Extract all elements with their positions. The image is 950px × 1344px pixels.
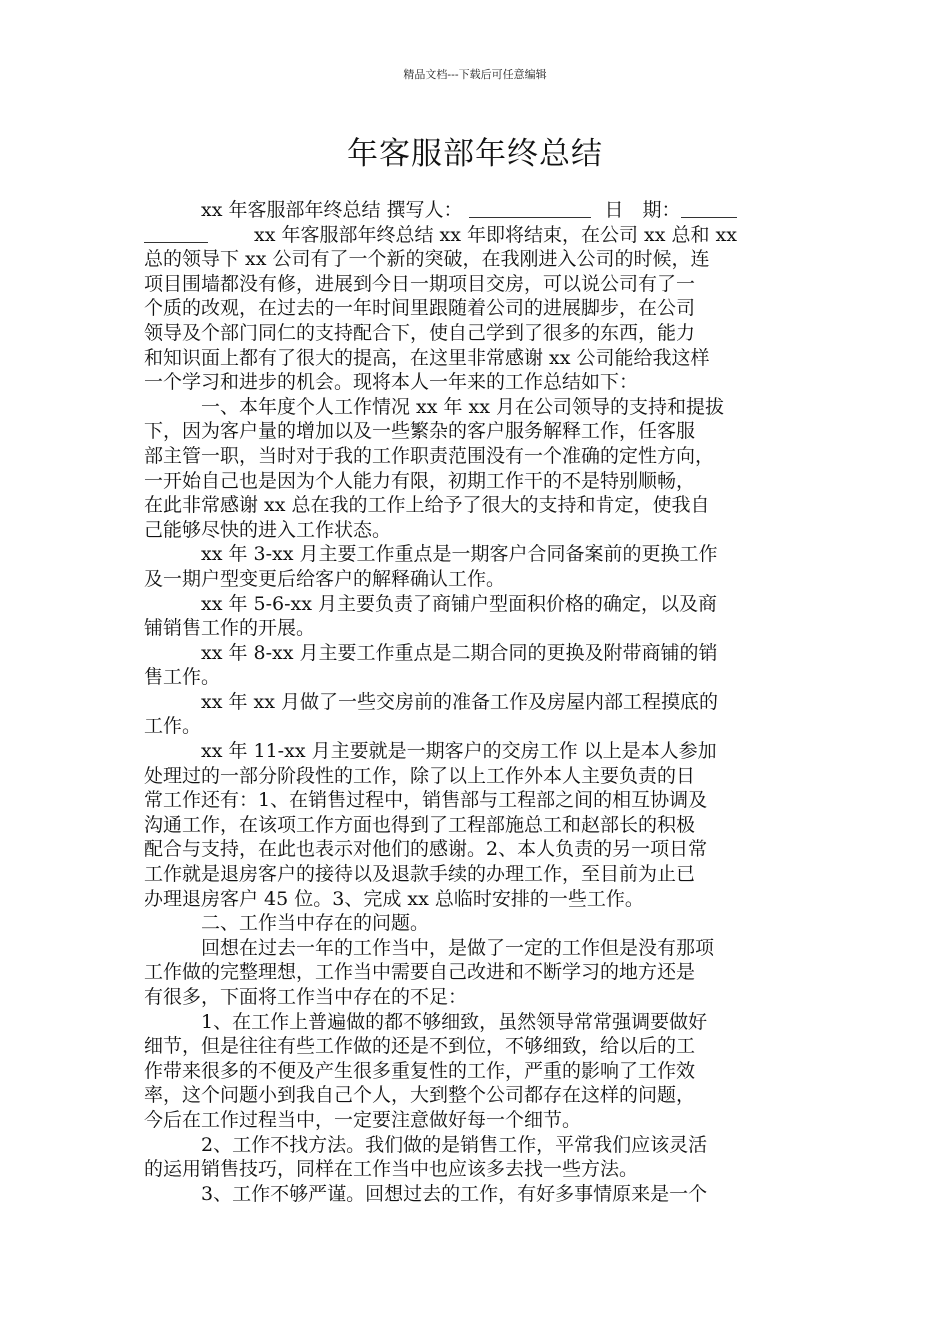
text-line: 在此非常感谢 xx 总在我的工作上给予了很大的支持和肯定，使我自 xyxy=(144,494,710,517)
section-heading: 一、本年度个人工作情况 xx 年 xx 月在公司领导的支持和提拔 xyxy=(201,395,725,418)
text-line: 项目围墙都没有修，进展到今日一期项目交房，可以说公司有了一 xyxy=(144,272,696,295)
intro-line xyxy=(144,223,807,248)
document-title: 年客服部年终总结 xyxy=(347,136,603,172)
author-blank xyxy=(469,199,591,218)
paragraph-start: 回想在过去一年的工作当中，是做了一定的工作但是没有那项 xyxy=(201,936,715,959)
paragraph-start: xx 年 5-6-xx 月主要负责了商铺户型面积价格的确定，以及商 xyxy=(201,592,717,615)
date-label: 日 期： xyxy=(604,199,681,221)
text-line: 一个学习和进步的机会。现将本人一年来的工作总结如下： xyxy=(144,371,639,394)
text-line: 一开始自己也是因为个人能力有限，初期工作干的不是特别顺畅， xyxy=(144,469,696,492)
paragraph-start: xx 年 xx 月做了一些交房前的准备工作及房屋内部工程摸底的 xyxy=(201,690,718,713)
text-line: 细节，但是往往有些工作做的还是不到位，不够细致，给以后的工 xyxy=(144,1035,696,1058)
text-line: 常工作还有：1、在销售过程中，销售部与工程部之间的相互协调及 xyxy=(144,789,708,812)
paragraph-start: 3、工作不够严谨。回想过去的工作，有好多事情原来是一个 xyxy=(201,1182,708,1205)
text-line: 总的领导下 xx 公司有了一个新的突破，在我刚进入公司的时候，连 xyxy=(144,248,710,271)
text-line: 领导及个部门同仁的支持配合下，使自己学到了很多的东西，能力 xyxy=(144,321,696,344)
header-note: 精品文档---下载后可任意编辑 xyxy=(403,68,547,81)
paragraph-start: 1、在工作上普遍做的都不够细致，虽然领导常常强调要做好 xyxy=(201,1010,708,1033)
text-line: 的运用销售技巧，同样在工作当中也应该多去找一些方法。 xyxy=(144,1158,639,1181)
text-line: 售工作。 xyxy=(144,666,221,689)
date-blank-continued xyxy=(144,224,208,243)
text-line: 沟通工作，在该项工作方面也得到了工程部施总工和赵部长的积极 xyxy=(144,813,696,836)
text-line: 今后在工作过程当中，一定要注意做好每一个细节。 xyxy=(144,1108,582,1131)
text-line: 下，因为客户量的增加以及一些繁杂的客户服务解释工作，任客服 xyxy=(144,420,696,443)
text-line: 及一期户型变更后给客户的解释确认工作。 xyxy=(144,567,506,590)
intro-start: xx 年客服部年终总结 xx 年即将结束，在公司 xx 总和 xx xyxy=(254,223,737,246)
text-line: 处理过的一部分阶段性的工作，除了以上工作外本人主要负责的日 xyxy=(144,764,696,787)
paragraph-start: xx 年 3-xx 月主要工作重点是一期客户合同备案前的更换工作 xyxy=(201,543,718,566)
date-blank xyxy=(681,199,737,218)
paragraph-start: xx 年 11-xx 月主要就是一期客户的交房工作 以上是本人参加 xyxy=(201,740,717,763)
section-heading: 二、工作当中存在的问题。 xyxy=(201,912,430,935)
text-line: 有很多，下面将工作当中存在的不足： xyxy=(144,986,468,1008)
meta-prefix: xx 年客服部年终总结 撰写人： xyxy=(201,199,463,221)
document-body xyxy=(144,198,807,1206)
text-line: 办理退房客户 45 位。3、完成 xx 总临时安排的一些工作。 xyxy=(144,887,644,910)
text-line: 铺销售工作的开展。 xyxy=(144,617,316,640)
text-line: 工作做的完整理想，工作当中需要自己改进和不断学习的地方还是 xyxy=(144,961,696,984)
meta-line xyxy=(144,198,807,223)
text-line: 配合与支持，在此也表示对他们的感谢。2、本人负责的另一项日常 xyxy=(144,838,708,861)
text-line: 个质的改观，在过去的一年时间里跟随着公司的进展脚步，在公司 xyxy=(144,297,696,320)
paragraph-start: 2、工作不找方法。我们做的是销售工作，平常我们应该灵活 xyxy=(201,1133,708,1156)
text-line: 工作。 xyxy=(144,715,202,738)
paragraph-start: xx 年 8-xx 月主要工作重点是二期合同的更换及附带商铺的销 xyxy=(201,641,718,664)
text-line: 己能够尽快的进入工作状态。 xyxy=(144,518,392,541)
text-line: 和知识面上都有了很大的提高，在这里非常感谢 xx 公司能给我这样 xyxy=(144,346,710,369)
text-line: 部主管一职，当时对于我的工作职责范围没有一个准确的定性方向， xyxy=(144,444,715,467)
text-line: 工作就是退房客户的接待以及退款手续的办理工作，至目前为止已 xyxy=(144,863,696,886)
text-line: 作带来很多的不便及产生很多重复性的工作，严重的影响了工作效 xyxy=(144,1059,696,1082)
text-line: 率，这个问题小到我自己个人，大到整个公司都存在这样的问题， xyxy=(144,1084,696,1107)
